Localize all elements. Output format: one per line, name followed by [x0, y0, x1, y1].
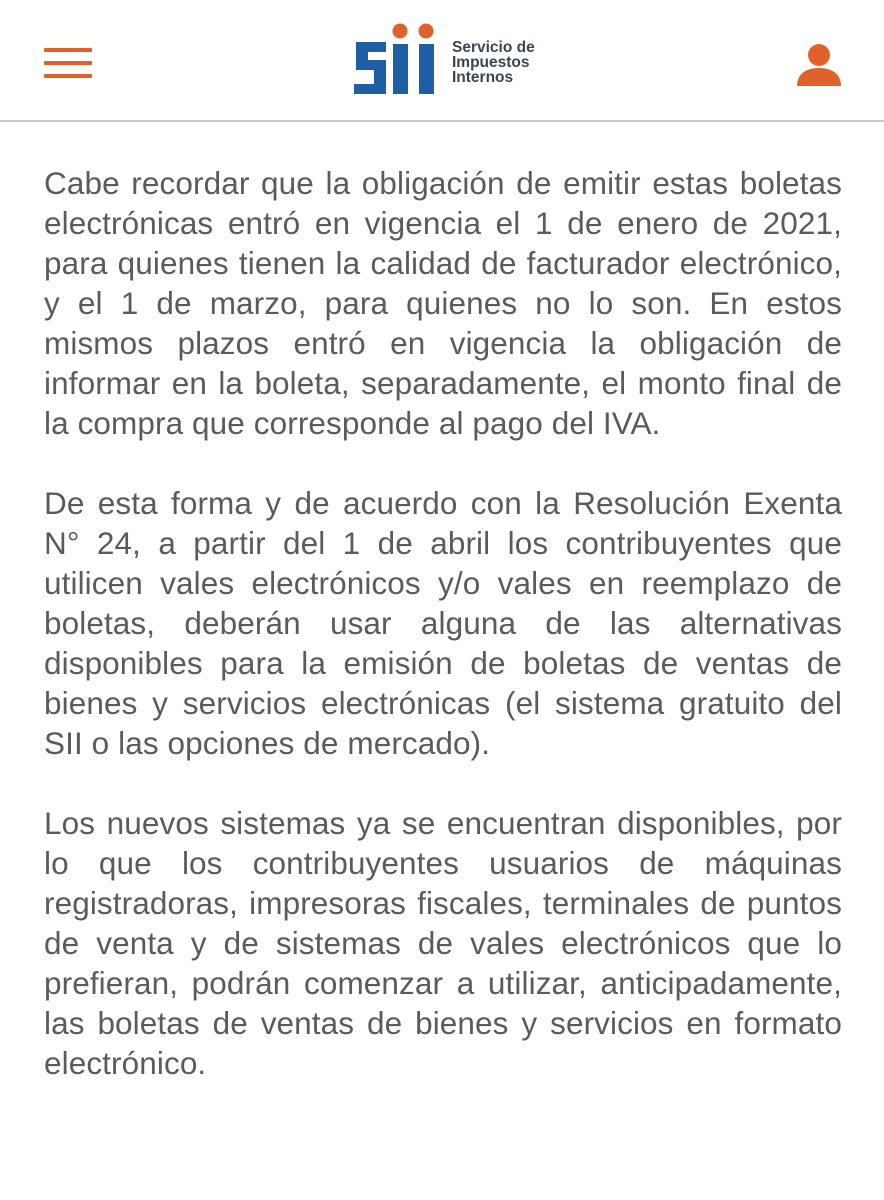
hamburger-menu-button[interactable]: [40, 44, 94, 82]
menu-bar: [44, 48, 92, 52]
article-paragraph: De esta forma y de acuerdo con la Resolución Exenta N° 24, a partir del 1 de abril los contribuyentes que utilicen vales electrónicos y/o vales en reemplazo de boletas, deberán usar alguna de las alternativas disponibles para la emisión de boletas de ventas de bienes y servicios electrónicas (el sistema gratuito del SII o las opciones de mercado).: [44, 485, 842, 761]
article-body: [44, 163, 842, 1123]
article-paragraph: Cabe recordar que la obligación de emitir estas boletas electrónicas entró en vigencia el 1 de enero de 2021, para quienes tienen la calidad de facturador electrónico, y el 1 de marzo, para quienes no lo son. En estos mismos plazos entró en vigencia la obligación de informar en la boleta, separadamente, el monto final de la compra que corresponde al pago del IVA.: [44, 165, 842, 441]
logo-text: [452, 40, 535, 85]
logo-text-line: Impuestos: [452, 54, 530, 71]
user-icon: [794, 40, 844, 90]
menu-bar: [44, 61, 92, 65]
menu-bar: [44, 74, 92, 78]
user-account-button[interactable]: [794, 40, 844, 90]
top-header: [0, 0, 884, 122]
logo-text-line: Internos: [452, 69, 514, 86]
sii-logo[interactable]: [352, 22, 562, 98]
sii-logo-mark: [352, 22, 442, 96]
article-paragraph: Los nuevos sistemas ya se encuentran disponibles, por lo que los contribuyentes usuarios de máquinas registradoras, impresoras fiscales, terminales de puntos de venta y de sistemas de vales electrónicos que lo prefieran, podrán comenzar a utilizar, anticipadamente, las boletas de ventas de bienes y servicios en formato electrónico.: [44, 805, 842, 1081]
logo-text-line: Servicio de: [452, 39, 535, 56]
